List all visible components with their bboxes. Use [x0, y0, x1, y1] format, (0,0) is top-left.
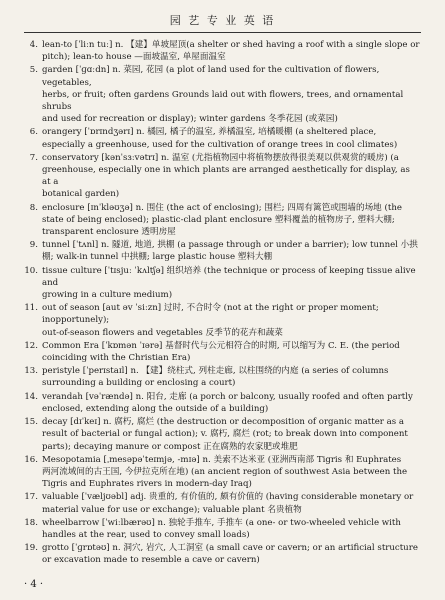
- definition-line: growing in a culture medium): [42, 290, 173, 301]
- glossary-entry: [24, 202, 421, 239]
- definition-line: enclosure [ɪnˈkləʊʒə] n. 围住 (the act of enclosing); 围栏; 四周有篱笆或围墙的场地 (the: [42, 202, 402, 213]
- definition-line: lean-to [ˈliːn tuː] n. 【建】单坡屋顶(a shelter or shed having a roof with a single slope or: [42, 40, 420, 50]
- glossary-entry: [24, 454, 421, 491]
- entry-definition: [42, 491, 421, 515]
- glossary-entry: [24, 152, 421, 201]
- entry-number: 19.: [24, 543, 38, 554]
- glossary-entry: [24, 365, 421, 389]
- entry-number: 6.: [29, 127, 38, 138]
- definition-line: coinciding with the Christian Era): [42, 353, 191, 364]
- glossary-entry: [24, 340, 421, 364]
- glossary-entry: [24, 64, 421, 125]
- definition-line: wheelbarrow [ˈwiːlbærəʊ] n. 独轮手推车, 手推车 (a one- or two-wheeled vehicle with: [42, 517, 401, 528]
- entry-number: 4.: [29, 40, 38, 50]
- entry-number: 12.: [24, 340, 38, 351]
- definition-line: peristyle [ˈperɪstaɪl] n. 【建】绕柱式, 列柱走廊, 以柱围绕的内庭 (a series of columns: [42, 366, 389, 377]
- glossary-entry: [24, 302, 421, 339]
- glossary-entry: [24, 391, 421, 415]
- definition-line: out of season [aut əv ˈsiːzn] 过时, 不合时令 (not at the right or proper moment; inopportunely);: [42, 303, 379, 326]
- definition-line: tissue culture [ˈtɪsjuː ˈkʌltʃə] 组织培养 (the technique or process of keeping tissue alive and: [42, 265, 416, 288]
- definition-line: out-of-season flowers and vegetables 反季节的花卉和蔬菜: [42, 327, 283, 338]
- definition-line: surrounding a building or enclosing a court): [42, 378, 236, 389]
- entry-number: 13.: [24, 366, 38, 377]
- definition-line: material value for use or exchange); valuable plant 名贵植物: [42, 504, 302, 515]
- definition-line: decay [dɪˈkeɪ] n. 腐朽, 腐烂 (the destruction or decomposition of organic matter as a: [42, 417, 405, 428]
- glossary-entry: [24, 39, 421, 63]
- glossary-list: [24, 39, 421, 567]
- entry-number: 15.: [24, 417, 38, 428]
- entry-definition: [42, 365, 421, 389]
- entry-number: 10.: [24, 265, 38, 276]
- entry-definition: [42, 517, 421, 541]
- page-number: · 4 ·: [24, 579, 44, 590]
- entry-definition: [42, 39, 421, 63]
- entry-definition: [42, 542, 421, 566]
- glossary-entry: [24, 542, 421, 566]
- entry-number: 8.: [29, 202, 38, 213]
- definition-line: verandah [vəˈrændə] n. 阳台, 走廊 (a porch or balcony, usually roofed and often partly: [42, 391, 413, 402]
- glossary-entry: [24, 416, 421, 453]
- entry-number: 11.: [24, 303, 38, 314]
- entry-definition: [42, 64, 421, 125]
- glossary-entry: [24, 239, 421, 263]
- definition-line: 棚; walk-in tunnel 中拱棚; large plastic house 塑料大棚: [42, 252, 273, 263]
- glossary-entry: [24, 491, 421, 515]
- definition-line: result of bacterial or fungal action); v. 腐朽, 腐烂 (rot; to break down into component: [42, 429, 408, 440]
- entry-number: 18.: [24, 517, 38, 528]
- definition-line: especially a greenhouse, used for the cultivation of orange trees in cool climates): [42, 139, 398, 150]
- entry-definition: [42, 239, 421, 263]
- entry-definition: [42, 265, 421, 302]
- entry-definition: [42, 202, 421, 239]
- entry-number: 17.: [24, 492, 38, 503]
- definition-line: orangery [ˈɒrɪndʒərɪ] n. 橘园, 橘子的温室, 养橘温室, 培橘暖棚 (a sheltered place,: [42, 127, 377, 138]
- entry-definition: [42, 454, 421, 491]
- definition-line: and used for recreation or display); winter gardens 冬季花园 (或菜园): [42, 114, 338, 125]
- entry-number: 14.: [24, 391, 38, 402]
- entry-definition: [42, 340, 421, 364]
- glossary-entry: [24, 265, 421, 302]
- definition-line: botanical garden): [42, 189, 120, 200]
- definition-line: handles at the rear, used to convey small loads): [42, 529, 250, 540]
- entry-definition: [42, 302, 421, 339]
- definition-line: conservatory [kənˈsɜːvətrɪ] n. 温室 (尤指植物园中将植物摆放得很美观以供观赏的暖房) (a: [42, 152, 399, 163]
- definition-line: tunnel [ˈtʌnl] n. 隧道, 地道, 拱棚 (a passage through or under a barrier); low tunnel 小拱: [42, 240, 418, 251]
- definition-line: state of being enclosed); plastic-clad plant enclosure 塑料覆盖的植物房子, 塑料大棚;: [42, 214, 395, 225]
- glossary-entry: [24, 126, 421, 150]
- definition-line: herbs, or fruit; often gardens Grounds laid out with flowers, trees, and ornamental shrubs: [42, 89, 404, 113]
- entry-definition: [42, 152, 421, 201]
- definition-line: greenhouse, especially one in which plants are arranged aesthetically for display, as at a: [42, 165, 410, 188]
- entry-definition: [42, 126, 421, 150]
- definition-line: enclosed, extending along the outside of a building): [42, 403, 269, 414]
- glossary-entry: [24, 517, 421, 541]
- definition-line: or excavation made to resemble a cave or cavern): [42, 555, 260, 566]
- definition-line: 两河流域间的古王国, 今伊拉克所在地) (an ancient region of southwest Asia between the: [42, 466, 408, 477]
- definition-line: Mesopotamia [ˌmesəpəˈteɪmjə, -mɪə] n. 美索不达米亚 (亚洲西南部 Tigris 和 Euphrates: [42, 454, 402, 465]
- definition-line: garden [ˈɡɑːdn] n. 菜园, 花园 (a plot of land used for the cultivation of flowers, vegetables,: [42, 65, 380, 88]
- definition-line: valuable [ˈvæljʊəbl] adj. 贵重的, 有价值的, 颇有价值的 (having considerable monetary or: [42, 492, 414, 503]
- entry-definition: [42, 391, 421, 415]
- definition-line: transparent enclosure 透明房屋: [42, 227, 176, 238]
- definition-line: parts); decaying manure or compost 正在腐熟的农家肥或堆肥: [42, 441, 298, 452]
- entry-number: 7.: [29, 152, 38, 163]
- entry-number: 5.: [29, 65, 38, 76]
- definition-line: pitch); lean-to house —面坡温室, 单屋面温室: [42, 52, 226, 63]
- definition-line: Common Era [ˈkɒmən ˈɪərə] 基督时代与公元相符合的时期, 可以缩写为 C. E. (the period: [42, 340, 400, 351]
- definition-line: grotto [ˈɡrɒtəʊ] n. 洞穴, 岩穴, 人工洞室 (a small cave or cavern; or an artificial structure: [42, 543, 418, 554]
- page-header: 园 艺 专 业 英 语: [24, 14, 421, 33]
- entry-number: 9.: [29, 240, 38, 251]
- definition-line: Tigris and Euphrates rivers in modern-day Iraq): [42, 479, 252, 490]
- entry-number: 16.: [24, 454, 38, 465]
- entry-definition: [42, 416, 421, 453]
